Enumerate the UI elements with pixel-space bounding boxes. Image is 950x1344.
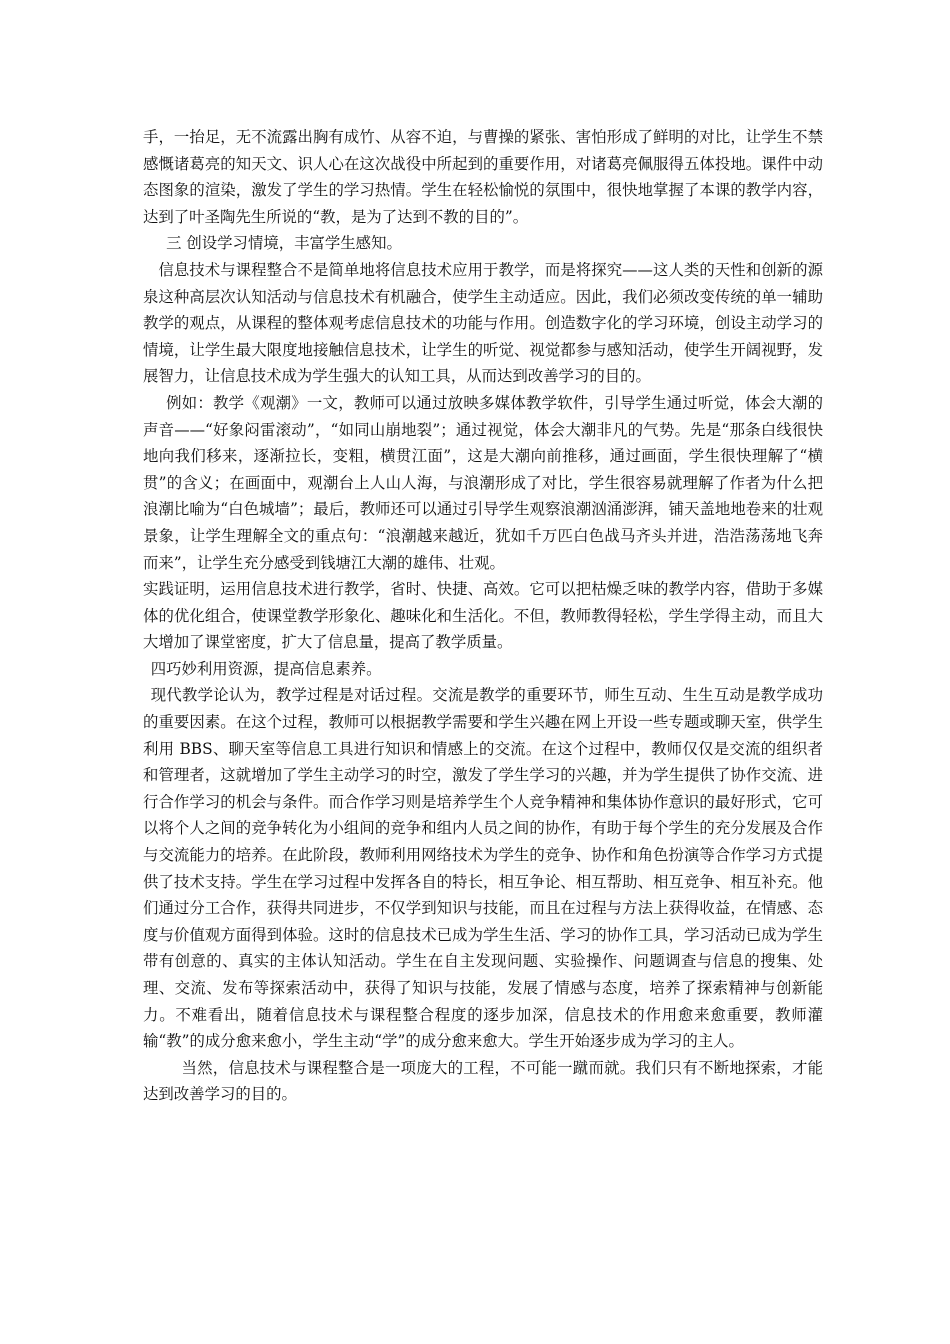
section-heading-3: 三 创设学习情境，丰富学生感知。 [166, 234, 402, 253]
document-body [143, 124, 823, 1108]
paragraph-practice: 实践证明，运用信息技术进行教学，省时、快捷、高效。它可以把枯燥乏味的教学内容，借助于多媒体的优化组合，使课堂教学形象化、趣味化和生活化。不但，教师教得轻松，学生学得主动，而且大大增加了课堂密度，扩大了信息量，提高了教学质量。 [143, 580, 823, 652]
paragraph-continuation: 手，一抬足，无不流露出胸有成竹、从容不迫，与曹操的紧张、害怕形成了鲜明的对比，让学生不禁感慨诸葛亮的知天文、识人心在这次战役中所起到的重要作用，对诸葛亮佩服得五体投地。课件中动态图象的渲染，激发了学生的学习热情。学生在轻松愉悦的氛围中，很快地掌握了本课的教学内容，达到了叶圣陶先生所说的“教，是为了达到不教的目的”。 [143, 128, 823, 226]
section-heading-4: 四巧妙利用资源，提高信息素养。 [150, 659, 382, 678]
paragraph-conclusion: 当然，信息技术与课程整合是一项庞大的工程，不可能一蹴而就。我们只有不断地探索，才能达到改善学习的目的。 [143, 1058, 823, 1104]
paragraph-modern-teaching: 现代教学论认为，教学过程是对话过程。交流是教学的重要环节，师生互动、生生互动是教学成功的重要因素。在这个过程，教师可以根据教学需要和学生兴趣在网上开设一些专题或聊天室，供学生利用 BBS、聊天室等信息工具进行知识和情感上的交流。在这个过程中，教师仅仅是交流的组织者和管理者，这就增加了学生主动学习的时空，激发了学生学习的兴趣，并为学生提供了协作交流、进行合作学习的机会与条件。而合作学习则是培养学生个人竞争精神和集体协作意识的最好形式，它可以将个人之间的竞争转化为小组间的竞争和组内人员之间的协作，有助于每个学生的充分发展及合作与交流能力的培养。在此阶段，教师利用网络技术为学生的竞争、协作和角色扮演等合作学习方式提供了技术支持。学生在学习过程中发挥各自的特长，相互争论、相互帮助、相互竞争、相互补充。他们通过分工合作，获得共同进步，不仅学到知识与技能，而且在过程与方法上获得收益，在情感、态度与价值观方面得到体验。这时的信息技术已成为学生生活、学习的协作工具，学习活动已成为学生带有创意的、真实的主体认知活动。学生在自主发现问题、实验操作、问题调查与信息的搜集、处理、交流、发布等探索活动中，获得了知识与技能，发展了情感与态度，培养了探索精神与创新能力。不难看出，随着信息技术与课程整合程度的逐步加深，信息技术的作用愈来愈重要，教师灌输“教”的成分愈来愈小，学生主动“学”的成分愈来愈大。学生开始逐步成为学习的主人。 [143, 686, 823, 1051]
paragraph-integration: 信息技术与课程整合不是简单地将信息技术应用于教学，而是将探究——这人类的天性和创新的源泉这种高层次认知活动与信息技术有机融合，使学生主动适应。因此，我们必须改变传统的单一辅助教学的观点，从课程的整体观考虑信息技术的功能与作用。创造数字化的学习环境，创设主动学习的情境，让学生最大限度地接触信息技术，让学生的听觉、视觉都参与感知活动，使学生开阔视野，发展智力，让信息技术成为学生强大的认知工具，从而达到改善学习的目的。 [143, 260, 823, 386]
paragraph-example: 例如：教学《观潮》一文，教师可以通过放映多媒体教学软件，引导学生通过听觉，体会大潮的声音——“好象闷雷滚动”，“如同山崩地裂”；通过视觉，体会大潮非凡的气势。先是“那条白线很快地向我们移来，逐渐拉长，变粗，横贯江面”，这是大潮向前推移，通过画面，学生很快理解了“横贯”的含义；在画面中，观潮台上人山人海，与浪潮形成了对比，学生很容易就理解了作者为什么把浪潮比喻为“白色城墙”；最后，教师还可以通过引导学生观察浪潮汹涌澎湃，铺天盖地地卷来的壮观景象，让学生理解全文的重点句：“浪潮越来越近，犹如千万匹白色战马齐头并进，浩浩荡荡地飞奔而来”，让学生充分感受到钱塘江大潮的雄伟、壮观。 [143, 393, 823, 572]
